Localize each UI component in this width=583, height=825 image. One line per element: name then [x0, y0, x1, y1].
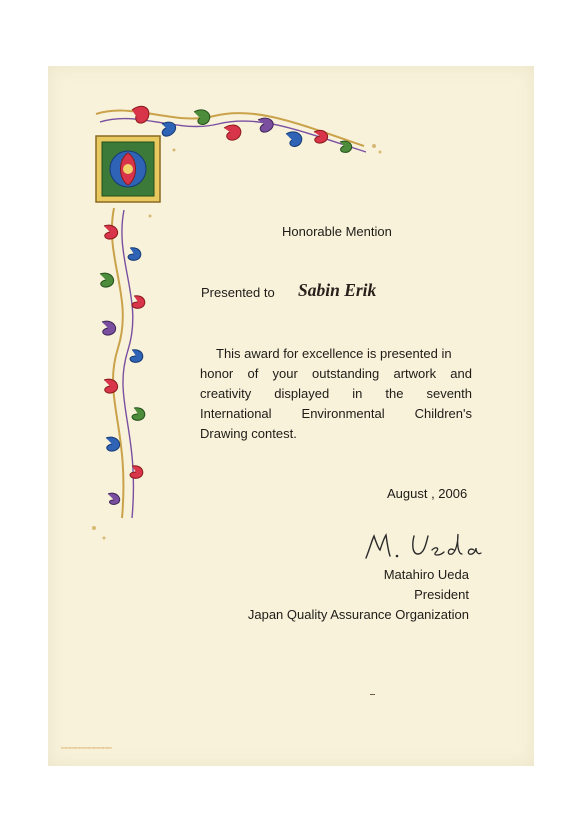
award-description-line: creativity displayed in the seventh	[200, 386, 472, 401]
award-description-line: International Environmental Children's	[200, 406, 472, 421]
recipient-name: Sabin Erik	[298, 280, 377, 300]
presented-to-label: Presented to	[201, 285, 275, 300]
certificate-title: Honorable Mention	[282, 224, 392, 239]
award-description	[200, 344, 472, 444]
award-date: August , 2006	[387, 486, 468, 501]
organization-name: Japan Quality Assurance Organization	[247, 607, 469, 622]
printer-footer-mark: ▪▪▪▪▪▪▪▪▪▪▪▪▪▪▪▪▪▪▪▪▪▪▪▪▪▪▪▪▪▪▪▪▪▪▪▪▪▪▪▪	[61, 746, 112, 750]
paper-mark	[370, 694, 375, 695]
handwritten-signature-icon	[362, 528, 482, 562]
signer-title: President	[414, 587, 469, 602]
award-description-line: This award for excellence is presented in	[216, 346, 452, 361]
award-description-line: Drawing contest.	[200, 426, 297, 441]
floral-corner-ornament-icon	[74, 98, 394, 548]
award-description-line: honor of your outstanding artwork and	[200, 366, 472, 381]
signer-name: Matahiro Ueda	[383, 567, 469, 582]
